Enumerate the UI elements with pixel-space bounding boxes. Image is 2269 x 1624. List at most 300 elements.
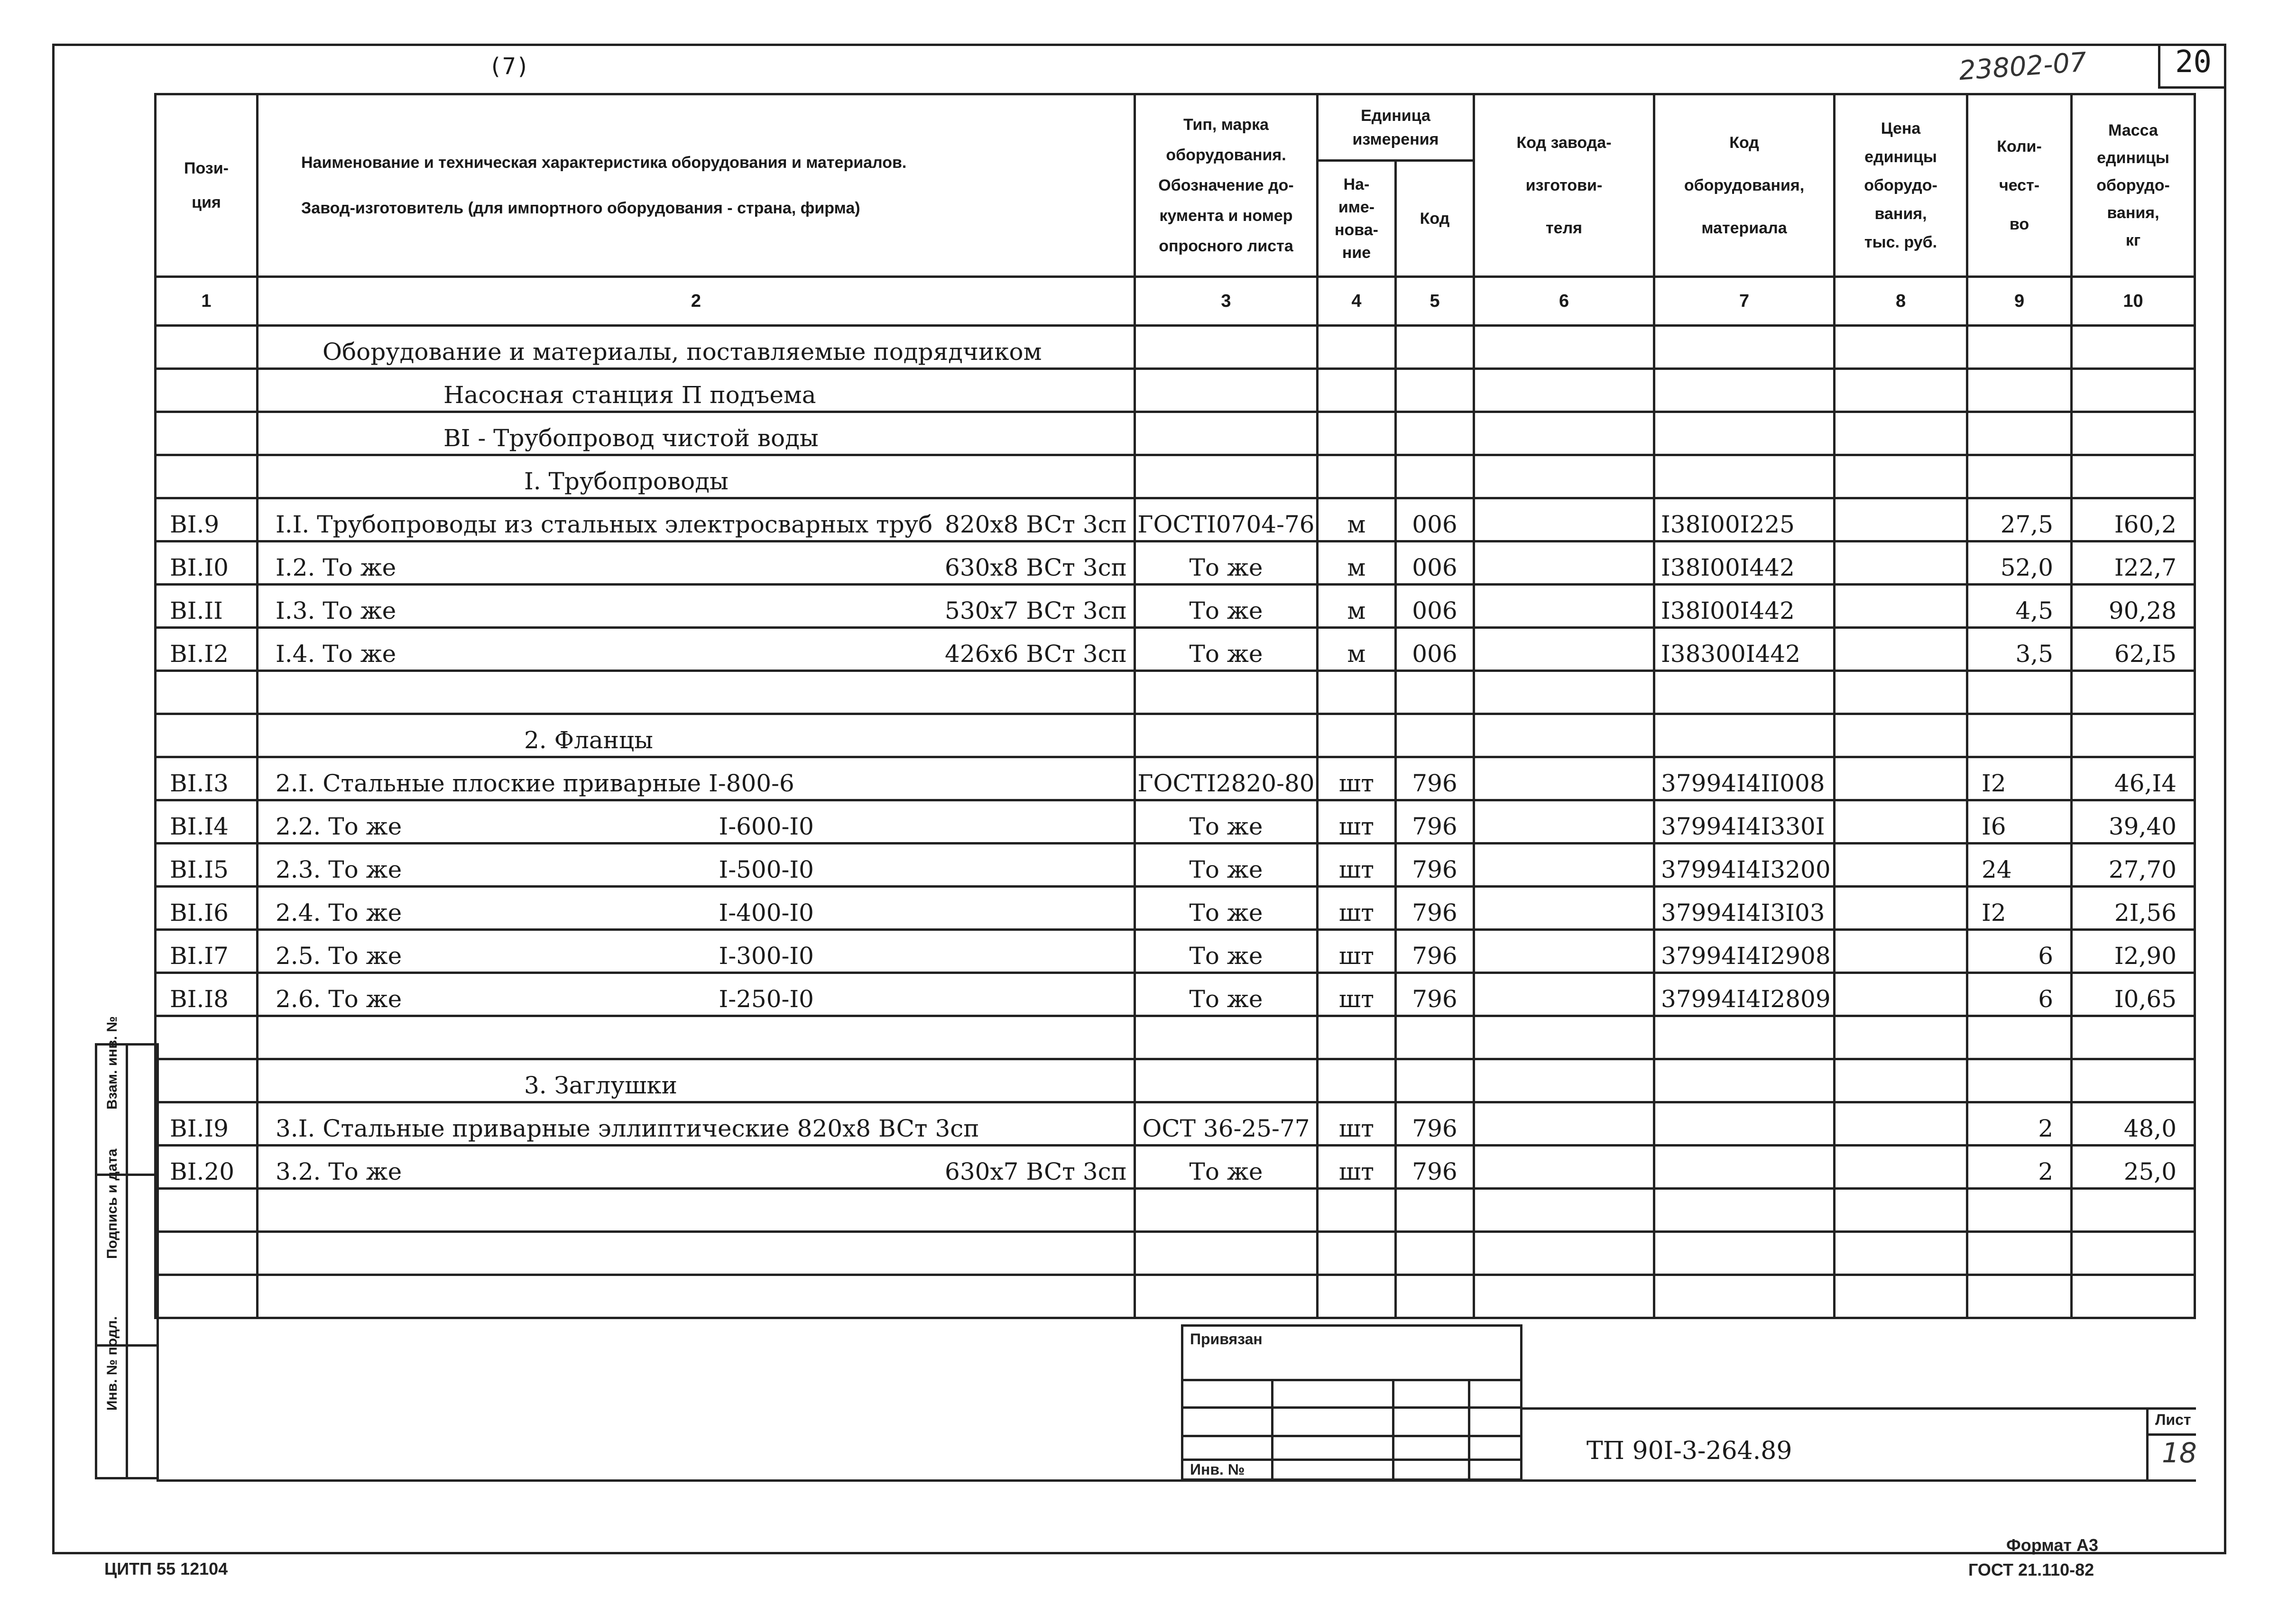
cell-type: То же <box>1135 930 1318 973</box>
item-spec: I-250-I0 <box>719 985 814 1013</box>
cell-empty <box>1967 1059 2072 1102</box>
item-spec: I-300-I0 <box>719 942 814 970</box>
cell-factory-code <box>1474 541 1654 585</box>
cell-factory-code <box>1474 1146 1654 1189</box>
cell-position: BI.I0 <box>156 541 258 585</box>
cell-empty <box>1474 1232 1654 1275</box>
cell-unit-name: м <box>1318 541 1396 585</box>
cell-empty <box>1835 1232 1967 1275</box>
cell-unit-code: 796 <box>1396 800 1474 844</box>
cell-quantity: 3,5 <box>1967 628 2072 671</box>
col-header-pos: Пози- ция <box>156 94 258 277</box>
cell-empty <box>1396 1016 1474 1059</box>
cell-empty <box>2072 369 2195 412</box>
cell-empty <box>1835 1189 1967 1232</box>
cell-unit-name: м <box>1318 585 1396 628</box>
bound-label: Привязан <box>1190 1330 1263 1348</box>
cell-name <box>258 412 1135 455</box>
table-row <box>156 1275 2195 1318</box>
cell-unit-code: 796 <box>1396 887 1474 930</box>
cell-factory-code <box>1474 844 1654 887</box>
cell-type: То же <box>1135 541 1318 585</box>
cell-empty <box>1396 412 1474 455</box>
cell-empty <box>1654 326 1835 369</box>
cell-empty <box>1654 1016 1835 1059</box>
cell-quantity: I2 <box>1967 887 2072 930</box>
cell-factory-code <box>1474 498 1654 541</box>
cell-name <box>258 1275 1135 1318</box>
table-row <box>156 585 2195 628</box>
col-number: 10 <box>2072 277 2195 326</box>
cell-name <box>258 628 1135 671</box>
cell-position: BI.I7 <box>156 930 258 973</box>
cell-price <box>1835 628 1967 671</box>
cell-empty <box>1318 1059 1396 1102</box>
col-number: 3 <box>1135 277 1318 326</box>
cell-quantity: 6 <box>1967 930 2072 973</box>
col-header-unit: Единица измерения <box>1318 94 1474 161</box>
cell-unit-code: 796 <box>1396 930 1474 973</box>
cell-empty <box>2072 455 2195 498</box>
cell-position: BI.I2 <box>156 628 258 671</box>
cell-empty <box>1835 1016 1967 1059</box>
sheet-cell <box>2146 1407 2196 1482</box>
cell-empty <box>1396 1189 1474 1232</box>
cell-type: То же <box>1135 628 1318 671</box>
col-header-name: Наименование и техническая характеристика оборудования и материалов. Завод-изготовитель (для импортного оборудования - страна, фирма) <box>258 94 1135 277</box>
cell-price <box>1835 757 1967 800</box>
cell-empty <box>1835 1059 1967 1102</box>
cell-name <box>258 671 1135 714</box>
cell-empty <box>1474 369 1654 412</box>
cell-quantity: 27,5 <box>1967 498 2072 541</box>
footer-format: Формат А3 <box>2006 1535 2099 1555</box>
cell-empty <box>1135 1059 1318 1102</box>
item-spec: 530x7 BCт 3сп <box>945 597 1127 624</box>
cell-type: То же <box>1135 844 1318 887</box>
section-heading: Насосная станция П подъема <box>443 381 816 409</box>
cell-empty <box>1135 1189 1318 1232</box>
cell-equipment-code: I38300I442 <box>1654 628 1835 671</box>
col-number: 9 <box>1967 277 2072 326</box>
cell-mass: 39,40 <box>2072 800 2195 844</box>
cell-position <box>156 326 258 369</box>
item-spec: I-600-I0 <box>719 813 814 840</box>
cell-unit-name: шт <box>1318 973 1396 1016</box>
table-row <box>156 541 2195 585</box>
cell-empty <box>1474 1275 1654 1318</box>
bottom-frame <box>157 1479 2196 1482</box>
cell-empty <box>1318 1232 1396 1275</box>
table-row <box>156 1232 2195 1275</box>
table-row <box>156 1146 2195 1189</box>
cell-mass: 62,I5 <box>2072 628 2195 671</box>
cell-empty <box>1135 326 1318 369</box>
item-name: 3.2. То же <box>276 1158 402 1185</box>
cell-unit-name: шт <box>1318 757 1396 800</box>
cell-quantity: 4,5 <box>1967 585 2072 628</box>
cell-mass: I2,90 <box>2072 930 2195 973</box>
table-row <box>156 671 2195 714</box>
cell-unit-code: 006 <box>1396 498 1474 541</box>
cell-position: BI.20 <box>156 1146 258 1189</box>
cell-position <box>156 1059 258 1102</box>
cell-empty <box>1474 1059 1654 1102</box>
cell-empty <box>1318 412 1396 455</box>
cell-name <box>258 326 1135 369</box>
cell-empty <box>1318 455 1396 498</box>
cell-empty <box>1835 455 1967 498</box>
cell-name <box>258 714 1135 757</box>
cell-type: То же <box>1135 800 1318 844</box>
cell-empty <box>1396 671 1474 714</box>
cell-name <box>258 369 1135 412</box>
cell-equipment-code <box>1654 1102 1835 1146</box>
cell-unit-code: 796 <box>1396 1146 1474 1189</box>
table-row <box>156 844 2195 887</box>
cell-unit-code: 796 <box>1396 973 1474 1016</box>
cell-unit-name: шт <box>1318 887 1396 930</box>
table-row <box>156 1102 2195 1146</box>
col-header-mass: Масса единицы оборудо- вания, кг <box>2072 94 2195 277</box>
cell-equipment-code <box>1654 1146 1835 1189</box>
cell-type: То же <box>1135 887 1318 930</box>
cell-empty <box>1318 1016 1396 1059</box>
cell-empty <box>1135 1232 1318 1275</box>
cell-unit-code: 796 <box>1396 844 1474 887</box>
item-name: I.3. То же <box>276 597 397 624</box>
cell-unit-name: м <box>1318 498 1396 541</box>
item-name: 2.4. То же <box>276 899 402 927</box>
bottom-left-line <box>157 1299 159 1482</box>
cell-position: BI.9 <box>156 498 258 541</box>
footer-standard: ГОСТ 21.110-82 <box>1968 1560 2094 1579</box>
cell-type: То же <box>1135 1146 1318 1189</box>
cell-empty <box>2072 1059 2195 1102</box>
col-number: 5 <box>1396 277 1474 326</box>
cell-name <box>258 800 1135 844</box>
cell-empty <box>1474 1189 1654 1232</box>
cell-type: То же <box>1135 973 1318 1016</box>
table-row <box>156 973 2195 1016</box>
cell-empty <box>1654 1059 1835 1102</box>
cell-empty <box>2072 1189 2195 1232</box>
cell-factory-code <box>1474 628 1654 671</box>
cell-position <box>156 1189 258 1232</box>
cell-mass: 27,70 <box>2072 844 2195 887</box>
table-row <box>156 887 2195 930</box>
cell-position <box>156 455 258 498</box>
table-row <box>156 1059 2195 1102</box>
item-spec: 630x7 BCт 3сп <box>945 1158 1127 1185</box>
cell-empty <box>1835 369 1967 412</box>
table-row <box>156 930 2195 973</box>
cell-empty <box>2072 714 2195 757</box>
cell-empty <box>1967 714 2072 757</box>
table-row <box>156 714 2195 757</box>
cell-position <box>156 1016 258 1059</box>
item-name: 2.2. То же <box>276 813 402 840</box>
cell-price <box>1835 800 1967 844</box>
cell-position: BI.I8 <box>156 973 258 1016</box>
cell-position: BI.I5 <box>156 844 258 887</box>
cell-empty <box>1474 326 1654 369</box>
cell-factory-code <box>1474 757 1654 800</box>
table-row <box>156 498 2195 541</box>
cell-name <box>258 1189 1135 1232</box>
cell-empty <box>1967 1189 2072 1232</box>
table-row <box>156 628 2195 671</box>
cell-empty <box>1967 671 2072 714</box>
col-number: 7 <box>1654 277 1835 326</box>
cell-factory-code <box>1474 1102 1654 1146</box>
cell-empty <box>1396 369 1474 412</box>
cell-name <box>258 1146 1135 1189</box>
cell-name <box>258 973 1135 1016</box>
cell-empty <box>1835 326 1967 369</box>
col-header-qty: Коли- чест- во <box>1967 94 2072 277</box>
cell-factory-code <box>1474 800 1654 844</box>
cell-mass: 90,28 <box>2072 585 2195 628</box>
cell-empty <box>1967 1275 2072 1318</box>
cell-unit-code: 796 <box>1396 757 1474 800</box>
cell-empty <box>1318 326 1396 369</box>
cell-empty <box>1474 412 1654 455</box>
doc-code-handwritten: 23802-07 <box>1958 46 2088 87</box>
item-name: 2.3. То же <box>276 856 402 883</box>
cell-empty <box>1654 412 1835 455</box>
cell-empty <box>1396 1059 1474 1102</box>
cell-factory-code <box>1474 887 1654 930</box>
cell-empty <box>2072 1232 2195 1275</box>
cell-quantity: 2 <box>1967 1146 2072 1189</box>
cell-unit-code: 006 <box>1396 541 1474 585</box>
col-header-type: Тип, марка оборудования. Обозначение до- кумента и номер опросного листа <box>1135 94 1318 277</box>
cell-empty <box>1967 412 2072 455</box>
cell-empty <box>1396 1232 1474 1275</box>
cell-empty <box>2072 412 2195 455</box>
cell-unit-name: шт <box>1318 1102 1396 1146</box>
cell-mass: I22,7 <box>2072 541 2195 585</box>
cell-empty <box>1396 714 1474 757</box>
section-heading: BI - Трубопровод чистой воды <box>443 424 819 452</box>
cell-empty <box>1474 671 1654 714</box>
cell-quantity: 6 <box>1967 973 2072 1016</box>
cell-unit-code: 006 <box>1396 628 1474 671</box>
cell-empty <box>1135 455 1318 498</box>
specification-table <box>154 93 2196 1319</box>
cell-empty <box>1474 714 1654 757</box>
item-name: I.4. То же <box>276 640 397 668</box>
cell-empty <box>2072 1275 2195 1318</box>
table-row <box>156 1189 2195 1232</box>
cell-position <box>156 412 258 455</box>
cell-empty <box>1318 1189 1396 1232</box>
section-heading: 2. Фланцы <box>524 726 653 754</box>
cell-type: ГОСТI2820-80 <box>1135 757 1318 800</box>
cell-name <box>258 757 1135 800</box>
table-row <box>156 412 2195 455</box>
cell-unit-name: м <box>1318 628 1396 671</box>
cell-mass: 48,0 <box>2072 1102 2195 1146</box>
cell-empty <box>1967 369 2072 412</box>
col-header-equip-code: Код оборудования, материала <box>1654 94 1835 277</box>
cell-equipment-code: 37994I4I3200 <box>1654 844 1835 887</box>
cell-mass: 2I,56 <box>2072 887 2195 930</box>
cell-empty <box>1835 1275 1967 1318</box>
cell-price <box>1835 1102 1967 1146</box>
cell-mass: I60,2 <box>2072 498 2195 541</box>
cell-empty <box>1967 455 2072 498</box>
cell-empty <box>1135 412 1318 455</box>
cell-price <box>1835 844 1967 887</box>
cell-empty <box>1835 714 1967 757</box>
col-number: 4 <box>1318 277 1396 326</box>
col-number: 6 <box>1474 277 1654 326</box>
cell-empty <box>1835 412 1967 455</box>
cell-empty <box>1396 455 1474 498</box>
cell-empty <box>1967 1016 2072 1059</box>
cell-type: ОСТ 36-25-77 <box>1135 1102 1318 1146</box>
cell-empty <box>1318 369 1396 412</box>
item-name: 2.I. Стальные плоские приварные I-800-6 <box>276 770 794 797</box>
cell-name <box>258 585 1135 628</box>
cell-empty <box>1654 1275 1835 1318</box>
cell-position: BI.I4 <box>156 800 258 844</box>
approval-sidebar: Взам. инв. № Подпись и дата Инв. № подл. <box>95 1043 159 1479</box>
cell-price <box>1835 585 1967 628</box>
cell-empty <box>1967 1232 2072 1275</box>
cell-empty <box>1967 326 2072 369</box>
cell-price <box>1835 541 1967 585</box>
cell-unit-code: 006 <box>1396 585 1474 628</box>
col-header-price: Цена единицы оборудо- вания, тыс. руб. <box>1835 94 1967 277</box>
cell-empty <box>1135 369 1318 412</box>
cell-name <box>258 930 1135 973</box>
cell-quantity: I6 <box>1967 800 2072 844</box>
cell-mass: 25,0 <box>2072 1146 2195 1189</box>
cell-empty <box>1654 1189 1835 1232</box>
table-row <box>156 326 2195 369</box>
cell-equipment-code: I38I00I442 <box>1654 585 1835 628</box>
cell-name <box>258 1016 1135 1059</box>
col-header-unit-code: Код <box>1396 161 1474 277</box>
item-name: I.2. То же <box>276 554 397 581</box>
cell-name <box>258 541 1135 585</box>
cell-name <box>258 887 1135 930</box>
cell-name <box>258 1232 1135 1275</box>
inv-label: Инв. № <box>1190 1461 1245 1478</box>
cell-empty <box>1474 455 1654 498</box>
doc-number: ТП 90I-3-264.89 <box>1586 1437 1792 1465</box>
table-row <box>156 369 2195 412</box>
title-block-line <box>1522 1407 2196 1410</box>
cell-quantity: 52,0 <box>1967 541 2072 585</box>
cell-unit-code: 796 <box>1396 1102 1474 1146</box>
cell-empty <box>1318 1275 1396 1318</box>
cell-empty <box>1135 1275 1318 1318</box>
item-spec: 426x6 BCт 3сп <box>945 640 1127 668</box>
item-spec: 630x8 BCт 3сп <box>945 554 1127 581</box>
cell-position: BI.I6 <box>156 887 258 930</box>
col-header-unit-name: На- име- нова- ние <box>1318 161 1396 277</box>
cell-unit-name: шт <box>1318 844 1396 887</box>
item-spec: 820x8 BCт 3сп <box>945 511 1127 538</box>
item-spec: I-400-I0 <box>719 899 814 927</box>
cell-empty <box>1135 1016 1318 1059</box>
page-number-top: (7) <box>489 53 530 80</box>
cell-price <box>1835 498 1967 541</box>
item-name: 2.6. То же <box>276 985 402 1013</box>
cell-name <box>258 1059 1135 1102</box>
cell-empty <box>2072 671 2195 714</box>
table-row <box>156 800 2195 844</box>
cell-position <box>156 369 258 412</box>
cell-empty <box>1654 1232 1835 1275</box>
cell-empty <box>1396 1275 1474 1318</box>
cell-empty <box>1654 671 1835 714</box>
cell-unit-name: шт <box>1318 930 1396 973</box>
footer-code: ЦИТП 55 12104 <box>104 1559 228 1578</box>
cell-price <box>1835 973 1967 1016</box>
section-heading: I. Трубопроводы <box>524 468 729 495</box>
table-row <box>156 1016 2195 1059</box>
cell-empty <box>1654 714 1835 757</box>
sheet-value: 18 <box>2162 1437 2197 1469</box>
cell-equipment-code: I38I00I225 <box>1654 498 1835 541</box>
cell-equipment-code: 37994I4I3I03 <box>1654 887 1835 930</box>
binding-stamp <box>1181 1324 1522 1481</box>
sheet-label: Лист <box>2155 1411 2191 1428</box>
cell-empty <box>1318 714 1396 757</box>
cell-position <box>156 671 258 714</box>
cell-empty <box>2072 326 2195 369</box>
cell-equipment-code: 37994I4I330I <box>1654 800 1835 844</box>
cell-factory-code <box>1474 585 1654 628</box>
cell-position <box>156 1232 258 1275</box>
item-name: I.I. Трубопроводы из стальных электросварных труб <box>276 511 933 538</box>
cell-position: BI.II <box>156 585 258 628</box>
cell-equipment-code: 37994I4II008 <box>1654 757 1835 800</box>
cell-unit-name: шт <box>1318 800 1396 844</box>
cell-factory-code <box>1474 973 1654 1016</box>
cell-empty <box>2072 1016 2195 1059</box>
cell-unit-name: шт <box>1318 1146 1396 1189</box>
cell-empty <box>1135 714 1318 757</box>
cell-equipment-code: 37994I4I2908 <box>1654 930 1835 973</box>
cell-equipment-code: I38I00I442 <box>1654 541 1835 585</box>
cell-price <box>1835 887 1967 930</box>
cell-quantity: 24 <box>1967 844 2072 887</box>
cell-factory-code <box>1474 930 1654 973</box>
cell-mass: 46,I4 <box>2072 757 2195 800</box>
sheet-number-top: 20 <box>2175 45 2212 80</box>
cell-position: BI.I3 <box>156 757 258 800</box>
item-name: 2.5. То же <box>276 942 402 970</box>
cell-price <box>1835 930 1967 973</box>
cell-equipment-code: 37994I4I2809 <box>1654 973 1835 1016</box>
sheet-number-box <box>2158 44 2226 89</box>
cell-type: То же <box>1135 585 1318 628</box>
cell-quantity: I2 <box>1967 757 2072 800</box>
cell-empty <box>1396 326 1474 369</box>
cell-name <box>258 844 1135 887</box>
cell-empty <box>1654 369 1835 412</box>
cell-empty <box>1835 671 1967 714</box>
cell-empty <box>1654 455 1835 498</box>
cell-empty <box>1474 1016 1654 1059</box>
col-number: 8 <box>1835 277 1967 326</box>
